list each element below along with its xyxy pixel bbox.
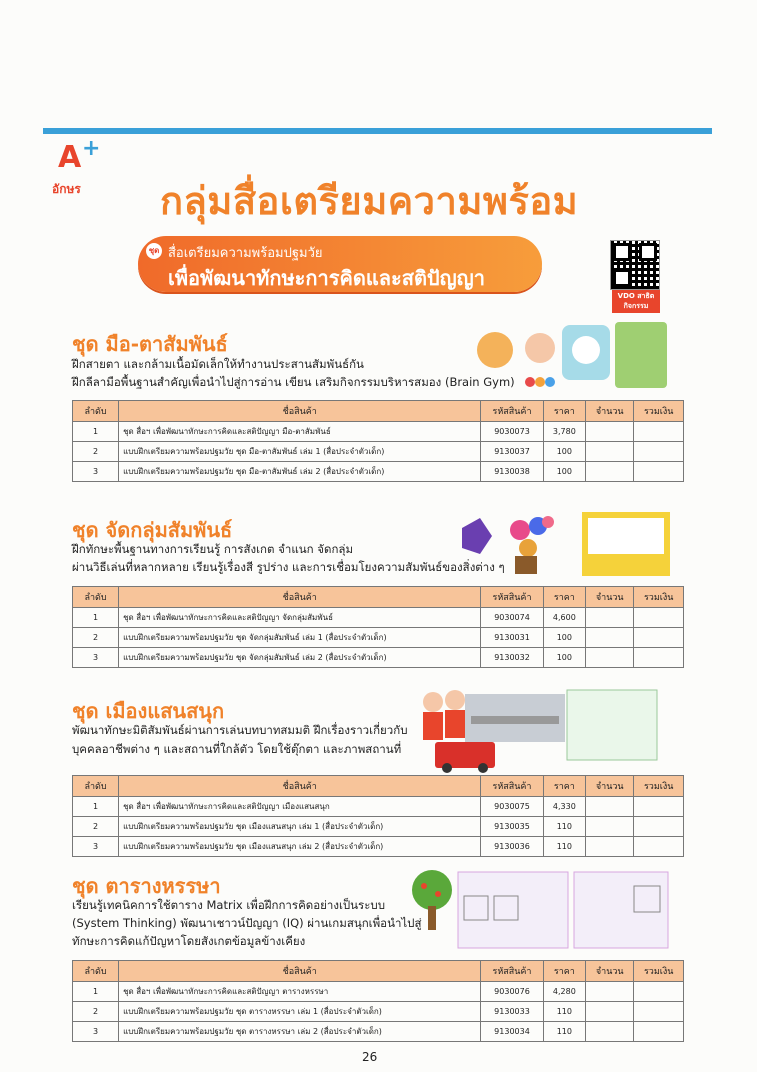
product-price: 4,330 (543, 797, 586, 817)
col-header: ราคา (543, 401, 586, 422)
product-table (72, 400, 684, 482)
total-cell[interactable] (634, 608, 684, 628)
section-title: ชุด จัดกลุ่มสัมพันธ์ (72, 518, 233, 542)
col-header: รวมเงิน (634, 961, 684, 982)
product-code: 9130031 (481, 628, 543, 648)
category-banner (138, 236, 542, 292)
col-header: รวมเงิน (634, 587, 684, 608)
product-code: 9030076 (481, 982, 543, 1002)
total-cell[interactable] (634, 442, 684, 462)
page-title: กลุ่มสื่อเตรียมความพร้อม (160, 179, 579, 223)
top-accent-bar (43, 128, 712, 134)
col-header: จำนวน (586, 961, 634, 982)
product-code: 9130034 (481, 1022, 543, 1042)
col-header: จำนวน (586, 776, 634, 797)
section-title: ชุด เมืองแสนสนุก (72, 699, 225, 723)
logo-text: อักษร (52, 182, 81, 196)
section-title: ชุด ตารางหรรษา (72, 874, 221, 898)
section-desc-line: ฝึกสายตา และกล้ามเนื้อมัดเล็กให้ทำงานประสานสัมพันธ์กัน (72, 357, 364, 371)
row-number: 3 (73, 648, 119, 668)
product-price: 4,280 (543, 982, 586, 1002)
product-code: 9030074 (481, 608, 543, 628)
section-desc-line: ฝึกทักษะพื้นฐานทางการเรียนรู้ การสังเกต จำแนก จัดกลุ่ม (72, 542, 354, 556)
row-number: 3 (73, 462, 119, 482)
aksorn-logo (52, 136, 104, 200)
qr-label: VDO สาธิตกิจกรรม (612, 290, 660, 313)
table-row (73, 1002, 684, 1022)
logo-letter: A (58, 140, 82, 175)
col-header: รวมเงิน (634, 401, 684, 422)
table-row (73, 422, 684, 442)
product-code: 9130037 (481, 442, 543, 462)
total-cell[interactable] (634, 982, 684, 1002)
table-header-row (73, 961, 684, 982)
section-desc-line: ฝึกลีลามือพื้นฐานสำคัญเพื่อนำไปสู่การอ่าน เขียน เสริมกิจกรรมบริหารสมอง (Brain Gym) (72, 375, 515, 389)
product-name: แบบฝึกเตรียมความพร้อมปฐมวัย ชุด ตารางหรรษา เล่ม 2 (สื่อประจำตัวเด็ก) (119, 1022, 481, 1042)
table-row (73, 837, 684, 857)
product-table (72, 960, 684, 1042)
section-desc-line: (System Thinking) พัฒนาเชาวน์ปัญญา (IQ) ผ่านเกมสนุกเพื่อนำไปสู่ (72, 916, 422, 930)
table-row (73, 797, 684, 817)
table-row (73, 462, 684, 482)
total-cell[interactable] (634, 462, 684, 482)
col-header: ราคา (543, 587, 586, 608)
total-cell[interactable] (634, 1022, 684, 1042)
section-desc-line: เรียนรู้เทคนิคการใช้ตาราง Matrix เพื่อฝึกการคิดอย่างเป็นระบบ (72, 898, 385, 912)
quantity-cell[interactable] (586, 608, 634, 628)
col-header: รหัสสินค้า (481, 776, 543, 797)
table-row (73, 817, 684, 837)
table-header-row (73, 587, 684, 608)
table-row (73, 648, 684, 668)
product-price: 110 (543, 817, 586, 837)
banner-title: เพื่อพัฒนาทักษะการคิดและสติปัญญา (168, 266, 485, 290)
section-desc-line: ทักษะการคิดแก้ปัญหาโดยสังเกตข้อมูลข้างเคียง (72, 934, 306, 948)
row-number: 3 (73, 1022, 119, 1042)
col-header: รหัสสินค้า (481, 401, 543, 422)
total-cell[interactable] (634, 1002, 684, 1022)
qr-finder (613, 269, 631, 287)
row-number: 1 (73, 608, 119, 628)
quantity-cell[interactable] (586, 442, 634, 462)
col-header: ชื่อสินค้า (119, 776, 481, 797)
col-header: จำนวน (586, 587, 634, 608)
product-name: แบบฝึกเตรียมความพร้อมปฐมวัย ชุด ตารางหรรษา เล่ม 1 (สื่อประจำตัวเด็ก) (119, 1002, 481, 1022)
total-cell[interactable] (634, 817, 684, 837)
qr-code[interactable] (610, 240, 660, 290)
product-price: 110 (543, 1022, 586, 1042)
product-name: แบบฝึกเตรียมความพร้อมปฐมวัย ชุด มือ-ตาสัมพันธ์ เล่ม 1 (สื่อประจำตัวเด็ก) (119, 442, 481, 462)
product-price: 100 (543, 462, 586, 482)
matrix-illustration (410, 866, 670, 952)
quantity-cell[interactable] (586, 837, 634, 857)
section-desc-line: ผ่านวิธีเล่นที่หลากหลาย เรียนรู้เรื่องสี รูปร่าง และการเชื่อมโยงความสัมพันธ์ของสิ่งต่าง ๆ (72, 560, 505, 574)
col-header: รหัสสินค้า (481, 587, 543, 608)
table-row (73, 982, 684, 1002)
col-header: รหัสสินค้า (481, 961, 543, 982)
table-header-row (73, 401, 684, 422)
product-price: 110 (543, 1002, 586, 1022)
total-cell[interactable] (634, 422, 684, 442)
row-number: 1 (73, 982, 119, 1002)
quantity-cell[interactable] (586, 628, 634, 648)
logo-plus: + (82, 136, 101, 161)
product-code: 9130035 (481, 817, 543, 837)
row-number: 2 (73, 1002, 119, 1022)
quantity-cell[interactable] (586, 648, 634, 668)
col-header: ลำดับ (73, 776, 119, 797)
col-header: ราคา (543, 961, 586, 982)
product-table (72, 775, 684, 857)
page-number: 26 (362, 1050, 378, 1064)
product-name: แบบฝึกเตรียมความพร้อมปฐมวัย ชุด มือ-ตาสัมพันธ์ เล่ม 2 (สื่อประจำตัวเด็ก) (119, 462, 481, 482)
product-name: แบบฝึกเตรียมความพร้อมปฐมวัย ชุด เมืองแสนสนุก เล่ม 2 (สื่อประจำตัวเด็ก) (119, 837, 481, 857)
product-name: ชุด สื่อฯ เพื่อพัฒนาทักษะการคิดและสติปัญญา ตารางหรรษา (119, 982, 481, 1002)
col-header: ชื่อสินค้า (119, 401, 481, 422)
quantity-cell[interactable] (586, 1022, 634, 1042)
product-table (72, 586, 684, 668)
col-header: ชื่อสินค้า (119, 961, 481, 982)
row-number: 2 (73, 628, 119, 648)
product-code: 9030075 (481, 797, 543, 817)
quantity-cell[interactable] (586, 797, 634, 817)
total-cell[interactable] (634, 837, 684, 857)
product-price: 100 (543, 442, 586, 462)
qr-finder (613, 243, 631, 261)
product-price: 110 (543, 837, 586, 857)
col-header: ชื่อสินค้า (119, 587, 481, 608)
table-row (73, 628, 684, 648)
product-code: 9030073 (481, 422, 543, 442)
product-name: แบบฝึกเตรียมความพร้อมปฐมวัย ชุด เมืองแสนสนุก เล่ม 1 (สื่อประจำตัวเด็ก) (119, 817, 481, 837)
section-desc-line: พัฒนาทักษะมิติสัมพันธ์ผ่านการเล่นบทบาทสมมติ ฝึกเรื่องราวเกี่ยวกับ (72, 723, 408, 737)
hand-eye-illustration (470, 320, 670, 390)
city-illustration (405, 682, 663, 774)
table-row (73, 1022, 684, 1042)
quantity-cell[interactable] (586, 817, 634, 837)
col-header: ลำดับ (73, 401, 119, 422)
product-code: 9130032 (481, 648, 543, 668)
banner-subtitle: สื่อเตรียมความพร้อมปฐมวัย (168, 246, 323, 261)
qr-finder (639, 243, 657, 261)
col-header: ลำดับ (73, 587, 119, 608)
row-number: 1 (73, 797, 119, 817)
set-badge: ชุด (146, 243, 162, 259)
col-header: จำนวน (586, 401, 634, 422)
total-cell[interactable] (634, 648, 684, 668)
product-price: 3,780 (543, 422, 586, 442)
row-number: 3 (73, 837, 119, 857)
product-price: 100 (543, 628, 586, 648)
col-header: ราคา (543, 776, 586, 797)
quantity-cell[interactable] (586, 422, 634, 442)
table-header-row (73, 776, 684, 797)
col-header: รวมเงิน (634, 776, 684, 797)
quantity-cell[interactable] (586, 982, 634, 1002)
row-number: 2 (73, 442, 119, 462)
section-desc-line: บุคคลอาชีพต่าง ๆ และสถานที่ใกล้ตัว โดยใช้ตุ๊กตา และภาพสถานที่ (72, 742, 402, 756)
product-price: 100 (543, 648, 586, 668)
row-number: 1 (73, 422, 119, 442)
section-title: ชุด มือ-ตาสัมพันธ์ (72, 332, 228, 356)
product-price: 4,600 (543, 608, 586, 628)
product-name: แบบฝึกเตรียมความพร้อมปฐมวัย ชุด จัดกลุ่มสัมพันธ์ เล่ม 2 (สื่อประจำตัวเด็ก) (119, 648, 481, 668)
product-name: ชุด สื่อฯ เพื่อพัฒนาทักษะการคิดและสติปัญญา มือ-ตาสัมพันธ์ (119, 422, 481, 442)
product-code: 9130033 (481, 1002, 543, 1022)
product-name: ชุด สื่อฯ เพื่อพัฒนาทักษะการคิดและสติปัญญา จัดกลุ่มสัมพันธ์ (119, 608, 481, 628)
total-cell[interactable] (634, 628, 684, 648)
product-name: แบบฝึกเตรียมความพร้อมปฐมวัย ชุด จัดกลุ่มสัมพันธ์ เล่ม 1 (สื่อประจำตัวเด็ก) (119, 628, 481, 648)
product-name: ชุด สื่อฯ เพื่อพัฒนาทักษะการคิดและสติปัญญา เมืองแสนสนุก (119, 797, 481, 817)
quantity-cell[interactable] (586, 1002, 634, 1022)
row-number: 2 (73, 817, 119, 837)
table-row (73, 442, 684, 462)
col-header: ลำดับ (73, 961, 119, 982)
quantity-cell[interactable] (586, 462, 634, 482)
product-code: 9130038 (481, 462, 543, 482)
total-cell[interactable] (634, 797, 684, 817)
grouping-illustration (450, 508, 672, 580)
product-code: 9130036 (481, 837, 543, 857)
table-row (73, 608, 684, 628)
